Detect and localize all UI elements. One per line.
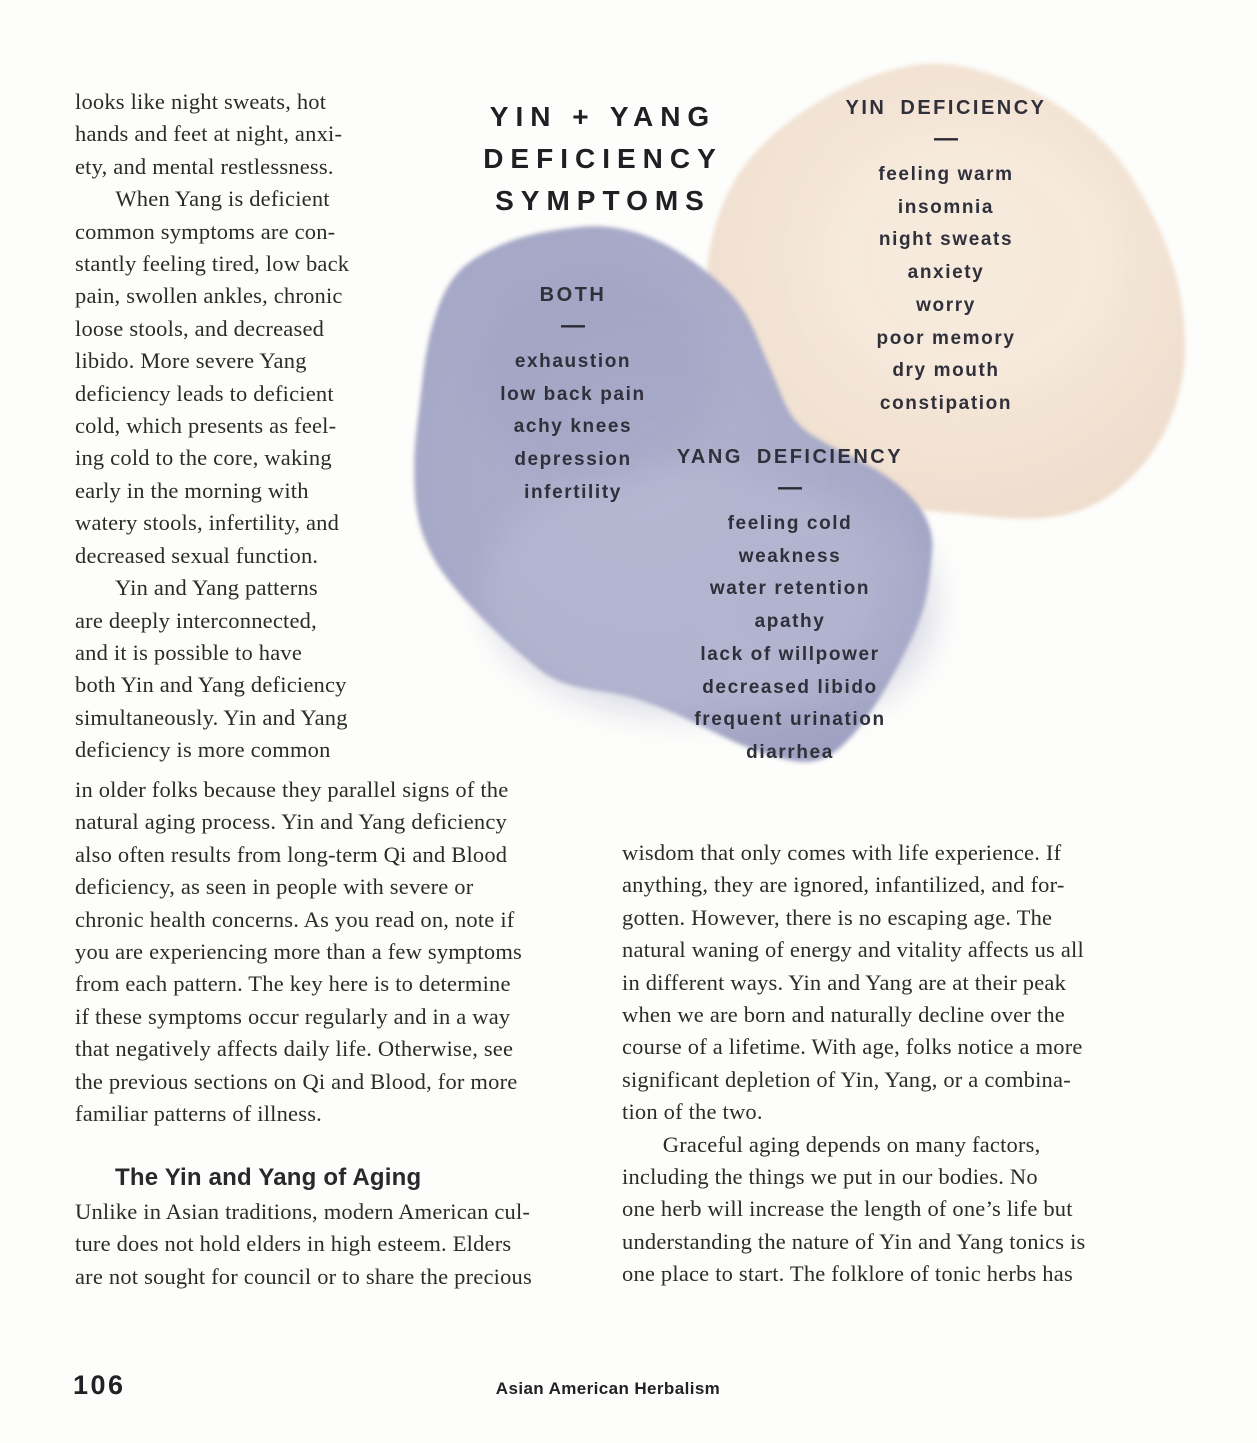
yin-divider-dash: — [934,125,958,152]
yin-symptom-item: dry mouth [892,360,1000,382]
text-line: ing cold to the core, waking [75,445,332,471]
text-line: anything, they are ignored, infantilized, and for- [622,872,1065,898]
text-line: that negatively affects daily life. Otherwise, see [75,1036,514,1062]
yin-symptom-item: constipation [879,392,1013,414]
text-line: decreased sexual function. [75,542,319,568]
both-symptom-item: low back pain [500,383,646,405]
text-line: libido. More severe Yang [75,348,307,374]
text-line: deficiency is more common [75,737,331,763]
text-line: you are experiencing more than a few symptoms [75,939,522,965]
text-line: cold, which presents as feel- [75,413,337,439]
text-line: when we are born and naturally decline over the [622,1002,1065,1028]
both-symptom-item: infertility [524,481,622,503]
text-line: tion of the two. [622,1099,763,1125]
text-line: in different ways. Yin and Yang are at their peak [622,969,1067,995]
left-column-wide-text [75,774,522,1130]
yang-deficiency-heading: YANG DEFICIENCY [676,446,904,468]
text-line: wisdom that only comes with life experience. If [622,840,1062,865]
yin-symptom-item: anxiety [907,262,985,284]
aging-section [75,1162,532,1293]
aging-section-text [75,1196,532,1293]
text-line: ety, and mental restlessness. [75,153,334,179]
yang-symptom-item: weakness [738,545,842,567]
text-line: chronic health concerns. As you read on, note if [75,906,515,932]
yin-deficiency-heading: YIN DEFICIENCY [845,97,1047,119]
both-symptom-item: depression [514,449,632,471]
both-symptom-item: exhaustion [514,351,632,372]
text-line: Graceful aging depends on many factors, [622,1131,1041,1157]
text-line: gotten. However, there is no escaping age. The [622,904,1053,930]
text-line: ture does not hold elders in high esteem. Elders [75,1231,512,1257]
text-line: from each pattern. The key here is to determine [75,971,511,997]
text-line: also often results from long-term Qi and Blood [75,841,508,867]
yang-symptom-item: frequent urination [694,709,886,731]
text-line: in older folks because they parallel signs of the [75,777,509,802]
both-heading: BOTH [539,284,607,306]
text-line: stantly feeling tired, low back [75,251,350,277]
diagram-title-line: SYMPTOMS [495,185,711,216]
text-line: deficiency, as seen in people with severe or [75,874,474,900]
text-line: both Yin and Yang deficiency [75,672,347,698]
yang-symptom-item: water retention [709,578,871,600]
diagram-title-line: YIN + YANG [489,101,717,132]
yang-symptom-item: decreased libido [702,676,878,698]
text-line: When Yang is deficient [75,186,330,212]
text-line: the previous sections on Qi and Blood, for more [75,1068,518,1094]
text-line: including the things we put in our bodies. No [622,1164,1038,1190]
yin-symptom-item: poor memory [876,327,1016,349]
yang-symptom-list [570,508,1010,770]
text-line: watery stools, infertility, and [75,510,340,536]
yang-divider-dash: — [778,474,802,501]
text-line: are not sought for council or to share the precious [75,1263,532,1289]
diagram-title [453,96,753,222]
text-line: and it is possible to have [75,639,303,665]
text-line: common symptoms are con- [75,218,336,244]
text-line: looks like night sweats, hot [75,89,327,114]
aging-section-heading: The Yin and Yang of Aging [115,1164,422,1191]
left-column-narrow-text [75,86,349,767]
text-line: one place to start. The folklore of tonic herbs has [622,1261,1073,1287]
text-line: are deeply interconnected, [75,607,317,633]
text-line: pain, swollen ankles, chronic [75,283,343,309]
text-line: early in the morning with [75,477,309,503]
text-line: natural aging process. Yin and Yang deficiency [75,809,508,835]
text-line: if these symptoms occur regularly and in a way [75,1003,511,1029]
yin-symptom-item: worry [916,294,976,316]
both-divider-dash: — [561,312,585,339]
text-line: significant depletion of Yin, Yang, or a combina- [622,1066,1071,1092]
yang-symptom-item: lack of willpower [700,643,880,665]
yin-symptom-item: insomnia [897,196,995,218]
text-line: natural waning of energy and vitality affects us all [622,937,1084,963]
text-line: deficiency leads to deficient [75,380,334,406]
text-line: loose stools, and decreased [75,315,325,341]
text-line: one herb will increase the length of one’s life but [622,1196,1073,1222]
text-line: Unlike in Asian traditions, modern American cul- [75,1199,531,1224]
text-line: simultaneously. Yin and Yang [75,704,348,730]
text-line: course of a lifetime. With age, folks notice a more [622,1034,1083,1060]
right-column-text [622,837,1085,1291]
yin-symptom-item: night sweats [878,229,1014,251]
both-symptom-item: achy knees [513,416,633,438]
yang-deficiency-group [570,444,1010,770]
text-line: familiar patterns of illness. [75,1101,322,1127]
yang-symptom-item: feeling cold [727,513,853,534]
text-line: Yin and Yang patterns [75,575,318,601]
diagram-title-line: DEFICIENCY [483,143,723,174]
page-number: 106 [73,1370,126,1400]
text-line: hands and feet at night, anxi- [75,121,343,147]
text-line: understanding the nature of Yin and Yang tonics is [622,1228,1086,1254]
running-footer-book-title: Asian American Herbalism [495,1379,721,1398]
yang-symptom-item: diarrhea [746,741,834,763]
yang-symptom-item: apathy [754,611,826,633]
yin-symptom-item: feeling warm [878,164,1014,185]
